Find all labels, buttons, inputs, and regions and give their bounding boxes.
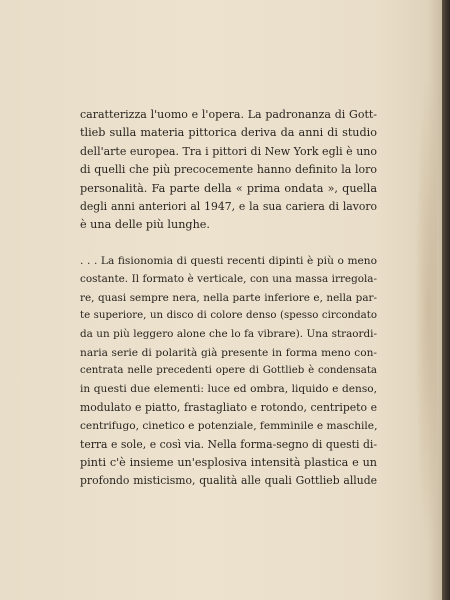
- text-line: centrata nelle precedenti opere di Gottlieb è condensata: [80, 365, 377, 377]
- text-line: caratterizza l'uomo e l'opera. La padronanza di Gott-: [80, 108, 377, 121]
- text-line: terra e sole, e così via. Nella forma-segno di questi di-: [80, 437, 377, 451]
- text-line: te superiore, un disco di colore denso (spesso circondato: [80, 309, 377, 321]
- text-line: è una delle più lunghe.: [80, 218, 210, 232]
- text-line: . . . La fisionomia di questi recenti dipinti è più o meno: [80, 254, 377, 267]
- text-line: da un più leggero alone che lo fa vibrare). Una straordi-: [80, 328, 377, 341]
- paper-stain: [415, 70, 437, 550]
- body-text: [80, 106, 377, 491]
- paragraph-gap: [80, 235, 377, 252]
- text-line: costante. Il formato è verticale, con una massa irregola-: [80, 273, 377, 286]
- text-line: modulato e piatto, frastagliato e rotondo, centripeto e: [80, 400, 377, 414]
- text-line: tlieb sulla materia pittorica deriva da anni di studio: [80, 126, 377, 140]
- paragraph-1: [80, 106, 377, 235]
- text-line: centrifugo, cinetico e potenziale, femminile e maschile,: [80, 420, 378, 433]
- page-edge-shadow: [442, 0, 450, 600]
- text-line: dell'arte europea. Tra i pittori di New York egli è uno: [80, 144, 377, 158]
- paragraph-2: [80, 252, 377, 491]
- text-line: degli anni anteriori al 1947, e la sua cariera di lavoro: [80, 199, 377, 213]
- text-line: personalità. Fa parte della « prima ondata », quella: [80, 181, 377, 195]
- text-line: in questi due elementi: luce ed ombra, liquido e denso,: [80, 383, 377, 396]
- text-line: naria serie di polarità già presente in forma meno con-: [80, 346, 377, 359]
- text-line: re, quasi sempre nera, nella parte inferiore e, nella par-: [80, 291, 377, 304]
- text-line: profondo misticismo, qualità alle quali Gottlieb allude: [80, 474, 377, 488]
- text-line: pinti c'è insieme un'esplosiva intensità plastica e un: [80, 456, 377, 470]
- text-line: di quelli che più precocemente hanno definito la loro: [80, 163, 377, 177]
